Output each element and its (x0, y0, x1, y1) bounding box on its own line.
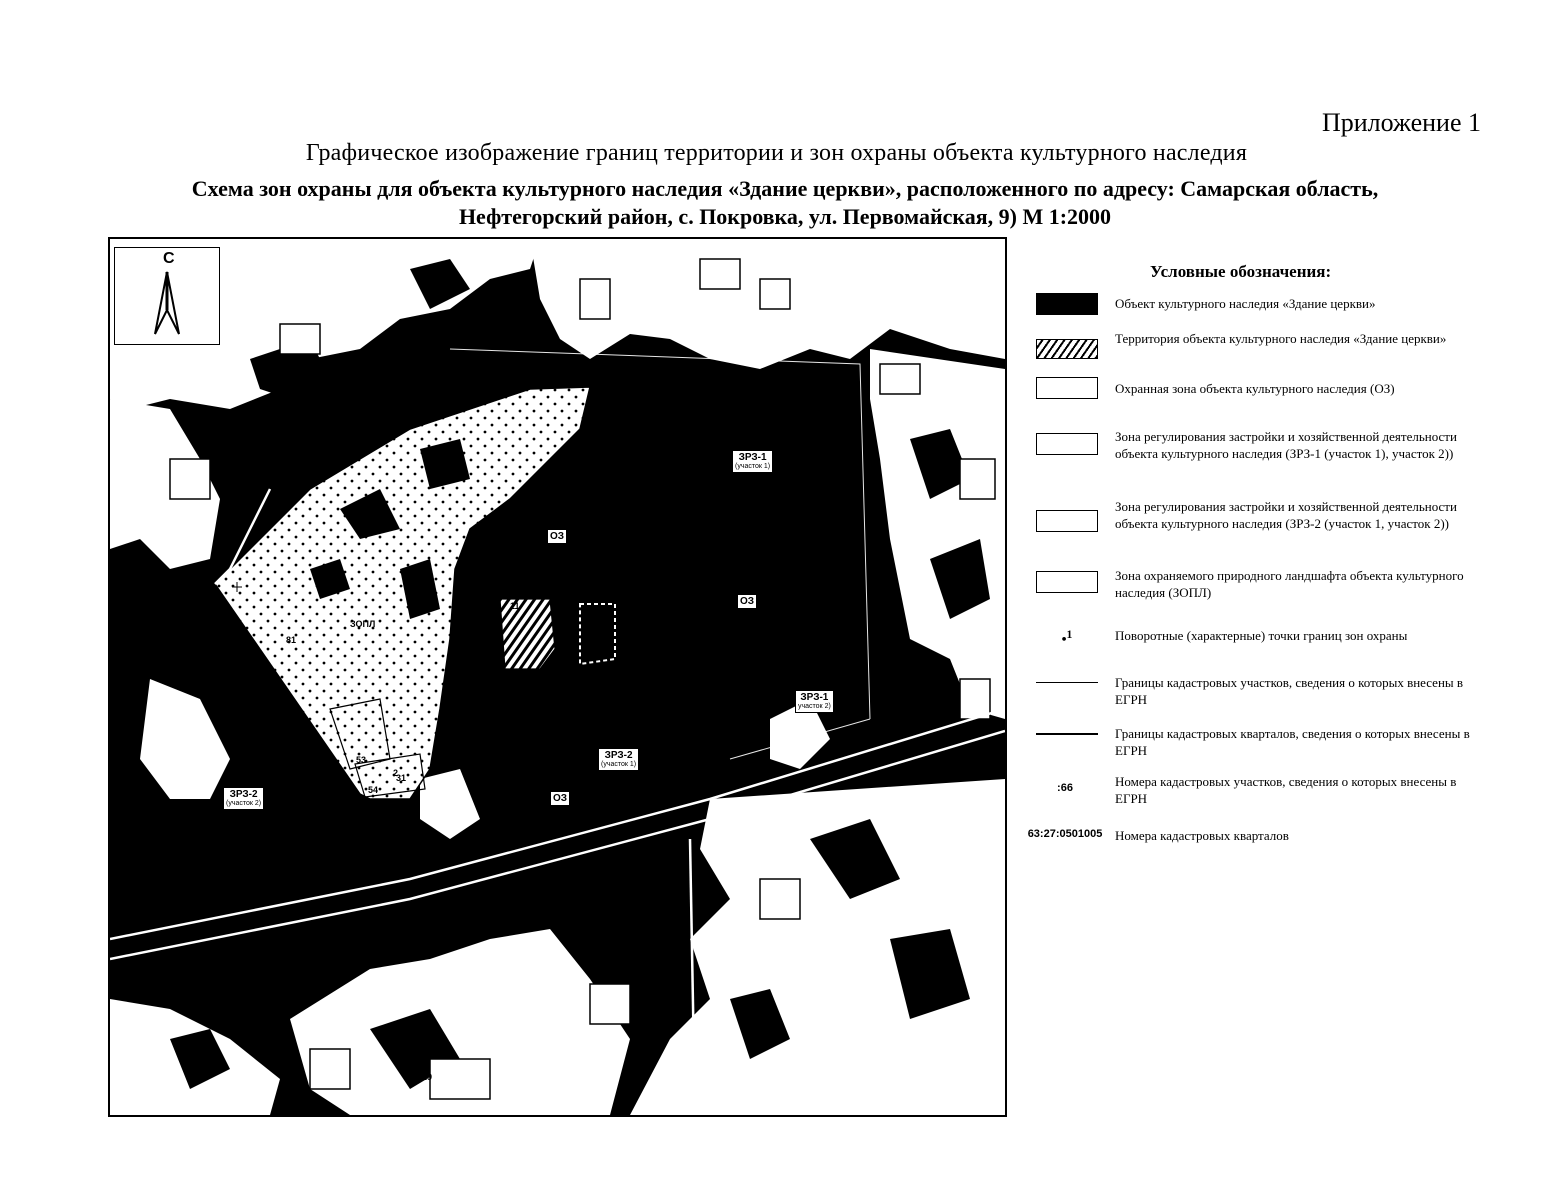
legend-symbol-point: •$^1$ (1061, 628, 1073, 648)
legend-symbol-box (1036, 377, 1098, 399)
zone-label-oz-1: ОЗ (547, 529, 567, 544)
legend-symbol-quarter-code: 63:27:0501005 (1027, 828, 1103, 840)
parcel-number: 31 (396, 773, 407, 783)
north-arrow-icon (115, 248, 219, 344)
turning-point-number: 2 (393, 768, 399, 778)
zone-label-zrz2-1: ЗРЗ-2 (участок 1) (598, 748, 639, 771)
legend-symbol-line (1036, 682, 1098, 683)
zone-label-zrz1-1: ЗРЗ-1 (участок 1) (732, 450, 773, 473)
parcel-number: 29 (422, 1072, 433, 1082)
zone-label-zrz2-2: ЗРЗ-2 (участок 2) (223, 787, 264, 810)
zone-label-zrz1-2: ЗРЗ-1 участок 2) (795, 690, 834, 713)
legend-symbol-box (1036, 433, 1098, 455)
parcel-number: 53 (356, 755, 367, 765)
north-label: С (163, 250, 175, 267)
zone-label-oz-2: ОЗ (737, 594, 757, 609)
parcel-number: 81 (286, 635, 297, 645)
document-title: Схема зон охраны для объекта культурного наследия «Здание церкви», расположенного по адресу: Самарская область, Нефтегорский район, с. Покровка, ул. Первомайская, 9) М 1:2000 (191, 176, 1379, 229)
turning-point-number: 11 (510, 601, 520, 611)
legend-symbol-box (1036, 571, 1098, 593)
map-frame[interactable] (108, 237, 1007, 1117)
north-arrow (114, 247, 220, 345)
zone-label-zopl: ЗОПЛ (350, 619, 376, 629)
parcel-number: 76 (398, 1025, 409, 1035)
zone-label-oz-3: ОЗ (550, 791, 570, 806)
legend-symbol-fill (1036, 293, 1098, 315)
aerial-map-image (110, 239, 1005, 1115)
legend-symbol-box (1036, 510, 1098, 532)
legend-symbol-parcel-code: :66 (1057, 782, 1073, 794)
legend-title: Условные обозначения: (1150, 262, 1332, 281)
legend-symbol-thick-line (1036, 733, 1098, 735)
document-subtitle: Графическое изображение границ территории и зон охраны объекта культурного наследия (305, 140, 1248, 166)
legend-symbol-hatch (1036, 339, 1098, 359)
parcel-number: 54 (368, 785, 379, 795)
appendix-label: Приложение 1 (1321, 108, 1481, 137)
